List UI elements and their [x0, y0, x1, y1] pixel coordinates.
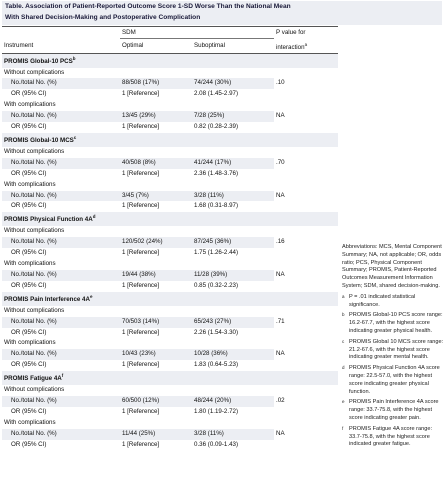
footnote-text: PROMIS Global 10 MCS score range: 21.2-67.6, with the highest score indicating greater mental health.: [349, 338, 444, 361]
footnote-mark: e: [342, 399, 345, 405]
optimal-count-cell: 19/44 (38%): [120, 270, 192, 281]
row-label-no-total: No./total No. (%): [2, 317, 120, 328]
optimal-or-cell: 1 [Reference]: [122, 328, 160, 336]
section-title: [2, 212, 338, 226]
section-row: [2, 53, 338, 67]
row-label-or: OR (95% CI): [11, 361, 47, 369]
footnote-item: [342, 339, 444, 362]
group-label-row: [2, 68, 338, 79]
empty-cell: [120, 385, 192, 396]
group-label: Without complications: [4, 147, 65, 155]
group-label: Without complications: [4, 386, 65, 394]
empty-cell: [120, 147, 192, 158]
optimal-count-cell: 120/502 (24%): [120, 237, 192, 248]
pvalue-cell: NA: [276, 112, 285, 120]
optimal-or-cell: 1 [Reference]: [122, 169, 160, 177]
section-title: [2, 53, 338, 67]
group-label-row: [2, 100, 338, 111]
optimal-or-cell: 1 [Reference]: [122, 202, 160, 210]
empty-cell: [120, 418, 192, 429]
header-row-1: [2, 27, 338, 39]
suboptimal-or-cell: 0.36 (0.09-1.43): [194, 440, 239, 448]
footnote-text: PROMIS Global-10 PCS score range: 16.2-67.7, with the highest score indicating greater physical health.: [349, 312, 443, 334]
pvalue-cell: .71: [276, 317, 285, 325]
row-label-or: OR (95% CI): [11, 202, 47, 210]
abbreviations-note: Abbreviations: MCS, Mental Component Summary; NA, not applicable; OR, odds ratio; PCS, Physical Component Summary; PROMIS, Patient-Reported Outcomes Measurement Information System; SDM, shared decision-making.: [342, 244, 442, 289]
group-label-row: [2, 180, 338, 191]
optimal-or-cell: 1 [Reference]: [122, 440, 160, 448]
pvalue-cell: NA: [276, 350, 285, 358]
footnote-item: [342, 312, 444, 335]
optimal-or-cell: 1 [Reference]: [122, 281, 160, 289]
footnote-text: PROMIS Pain Interference 4A score range: 33.7-75.8, with the highest score indicating greater pain.: [349, 399, 439, 421]
empty-cell: [192, 259, 274, 270]
row-label-no-total: No./total No. (%): [2, 349, 120, 360]
row-label-no-total: No./total No. (%): [2, 396, 120, 407]
suboptimal-count-cell: 74/244 (30%): [192, 78, 274, 89]
section-title: [2, 292, 338, 306]
optimal-count-cell: 88/508 (17%): [120, 78, 192, 89]
empty-cell: [192, 385, 274, 396]
group-label: Without complications: [4, 306, 65, 314]
group-label: Without complications: [4, 68, 65, 76]
suboptimal-or-cell: 1.68 (0.31-8.97): [194, 202, 239, 210]
pvalue-header-line1: P value for: [276, 29, 306, 37]
footnote-item: [342, 365, 444, 396]
pvalue-cell: .10: [276, 79, 285, 87]
pvalue-cell: .16: [276, 238, 285, 246]
optimal-count-cell: 60/500 (12%): [120, 396, 192, 407]
row-label-no-total: No./total No. (%): [2, 191, 120, 202]
table-title-line-1: Table. Association of Patient-Reported Outcome Score 1-SD Worse Than the National Mean: [5, 3, 291, 10]
section-name: PROMIS Pain Interference 4A: [4, 295, 90, 303]
optimal-header: Optimal: [120, 39, 192, 54]
empty-cell: [120, 68, 192, 79]
empty-cell: [120, 306, 192, 317]
row-label-or: OR (95% CI): [11, 407, 47, 415]
footnote-mark: c: [342, 338, 345, 344]
suboptimal-count-cell: 3/28 (11%): [192, 429, 274, 440]
suboptimal-or-cell: 0.85 (0.32-2.23): [194, 281, 239, 289]
row-label-no-total: No./total No. (%): [2, 111, 120, 122]
row-label-no-total: No./total No. (%): [2, 429, 120, 440]
suboptimal-count-cell: 11/28 (39%): [192, 270, 274, 281]
footnote-text: PROMIS Physical Function 4A score range: 22.5-57.0, with the highest score indicating greater physical function.: [349, 365, 440, 395]
group-label: With complications: [4, 101, 56, 109]
suboptimal-header: Suboptimal: [192, 39, 274, 54]
section-row: [2, 371, 338, 385]
optimal-or-cell: 1 [Reference]: [122, 361, 160, 369]
optimal-count-cell: 11/44 (25%): [120, 429, 192, 440]
pvalue-header-line2: interaction$^a$: [274, 39, 338, 54]
section-name: PROMIS Fatigue 4A: [4, 375, 62, 383]
group-label-row: [2, 385, 338, 396]
section-footnote-mark: c: [73, 134, 77, 140]
optimal-count-cell: 13/45 (29%): [120, 111, 192, 122]
empty-cell: [192, 418, 274, 429]
row-label-no-total: No./total No. (%): [2, 158, 120, 169]
results-table: [2, 27, 338, 451]
header-row-2: [2, 39, 338, 54]
suboptimal-count-cell: 3/28 (11%): [192, 191, 274, 202]
empty-cell: [192, 338, 274, 349]
suboptimal-count-cell: 48/244 (20%): [192, 396, 274, 407]
group-label-row: [2, 338, 338, 349]
optimal-or-cell: 1 [Reference]: [122, 407, 160, 415]
optimal-count-cell: 10/43 (23%): [120, 349, 192, 360]
row-label-or: OR (95% CI): [11, 249, 47, 257]
group-label: With complications: [4, 260, 56, 268]
suboptimal-or-cell: 1.83 (0.64-5.23): [194, 361, 239, 369]
suboptimal-or-cell: 2.08 (1.45-2.97): [194, 90, 239, 98]
optimal-count-cell: 70/503 (14%): [120, 317, 192, 328]
pvalue-cell: .02: [276, 397, 285, 405]
group-label-row: [2, 147, 338, 158]
footnote-text: P = .01 indicated statistical significance.: [349, 293, 416, 308]
empty-cell: [120, 100, 192, 111]
suboptimal-count-cell: 87/245 (36%): [192, 237, 274, 248]
empty-cell: [192, 306, 274, 317]
group-label: With complications: [4, 418, 56, 426]
pvalue-cell: NA: [276, 270, 285, 278]
suboptimal-or-cell: 0.82 (0.28-2.39): [194, 123, 239, 131]
section-footnote-mark: f: [61, 373, 64, 379]
suboptimal-count-cell: 10/28 (36%): [192, 349, 274, 360]
section-row: [2, 133, 338, 147]
row-label-or: OR (95% CI): [11, 123, 47, 131]
pvalue-cell: .70: [276, 158, 285, 166]
group-label-row: [2, 226, 338, 237]
suboptimal-or-cell: 2.26 (1.54-3.30): [194, 328, 239, 336]
optimal-or-cell: 1 [Reference]: [122, 249, 160, 257]
empty-cell: [120, 338, 192, 349]
footnote-list: [342, 294, 444, 449]
optimal-or-cell: 1 [Reference]: [122, 90, 160, 98]
empty-cell: [192, 147, 274, 158]
section-title: [2, 133, 338, 147]
optimal-or-cell: 1 [Reference]: [122, 123, 160, 131]
instrument-header: Instrument: [2, 39, 120, 54]
footnote-mark: b: [342, 312, 345, 318]
section-row: [2, 292, 338, 306]
row-label-or: OR (95% CI): [11, 281, 47, 289]
footnote-text: PROMIS Fatigue 4A score range: 33.7-75.8, with the highest score indicated greater fatigue.: [349, 425, 433, 448]
optimal-count-cell: 3/45 (7%): [120, 191, 192, 202]
group-label: With complications: [4, 339, 56, 347]
suboptimal-count-cell: 41/244 (17%): [192, 158, 274, 169]
section-title: [2, 371, 338, 385]
empty-cell: [192, 68, 274, 79]
footnote-item: [342, 399, 444, 422]
table-footnotes: [342, 244, 444, 449]
suboptimal-or-cell: 1.80 (1.19-2.72): [194, 407, 239, 415]
row-label-no-total: No./total No. (%): [2, 237, 120, 248]
section-name: PROMIS Global-10 MCS: [4, 137, 74, 145]
table-title: [2, 1, 442, 25]
empty-cell: [120, 180, 192, 191]
empty-cell: [120, 226, 192, 237]
footnote-mark: a: [342, 293, 345, 299]
section-row: [2, 212, 338, 226]
empty-cell: [192, 100, 274, 111]
pvalue-cell: NA: [276, 191, 285, 199]
section-footnote-mark: e: [89, 293, 93, 299]
row-label-or: OR (95% CI): [11, 169, 47, 177]
group-label-row: [2, 306, 338, 317]
suboptimal-count-cell: 7/28 (25%): [192, 111, 274, 122]
suboptimal-or-cell: 1.75 (1.26-2.44): [194, 249, 239, 257]
sdm-header: SDM: [120, 27, 274, 39]
footnote-item: [342, 294, 444, 310]
empty-cell: [192, 226, 274, 237]
group-label: With complications: [4, 180, 56, 188]
empty-cell: [120, 259, 192, 270]
footnote-mark: f: [342, 425, 344, 431]
group-label-row: [2, 259, 338, 270]
results-table-wrapper: [2, 26, 338, 451]
row-label-or: OR (95% CI): [11, 440, 47, 448]
section-footnote-mark: d: [92, 214, 96, 220]
group-label-row: [2, 418, 338, 429]
footnote-item: [342, 426, 444, 449]
row-label-no-total: No./total No. (%): [2, 270, 120, 281]
section-name: PROMIS Physical Function 4A: [4, 216, 93, 224]
row-label-or: OR (95% CI): [11, 328, 47, 336]
pvalue-cell: NA: [276, 429, 285, 437]
table-title-line-2: With Shared Decision-Making and Postoperative Complication: [5, 13, 201, 21]
table-body: [2, 53, 338, 451]
row-label-or: OR (95% CI): [11, 90, 47, 98]
section-name: PROMIS Global-10 PCS: [4, 57, 73, 65]
empty-cell: [192, 180, 274, 191]
optimal-count-cell: 40/508 (8%): [120, 158, 192, 169]
suboptimal-or-cell: 2.36 (1.48-3.76): [194, 169, 239, 177]
section-footnote-mark: b: [72, 55, 76, 61]
group-label: Without complications: [4, 227, 65, 235]
suboptimal-count-cell: 65/243 (27%): [192, 317, 274, 328]
row-label-no-total: No./total No. (%): [2, 78, 120, 89]
footnote-mark: d: [342, 365, 345, 371]
